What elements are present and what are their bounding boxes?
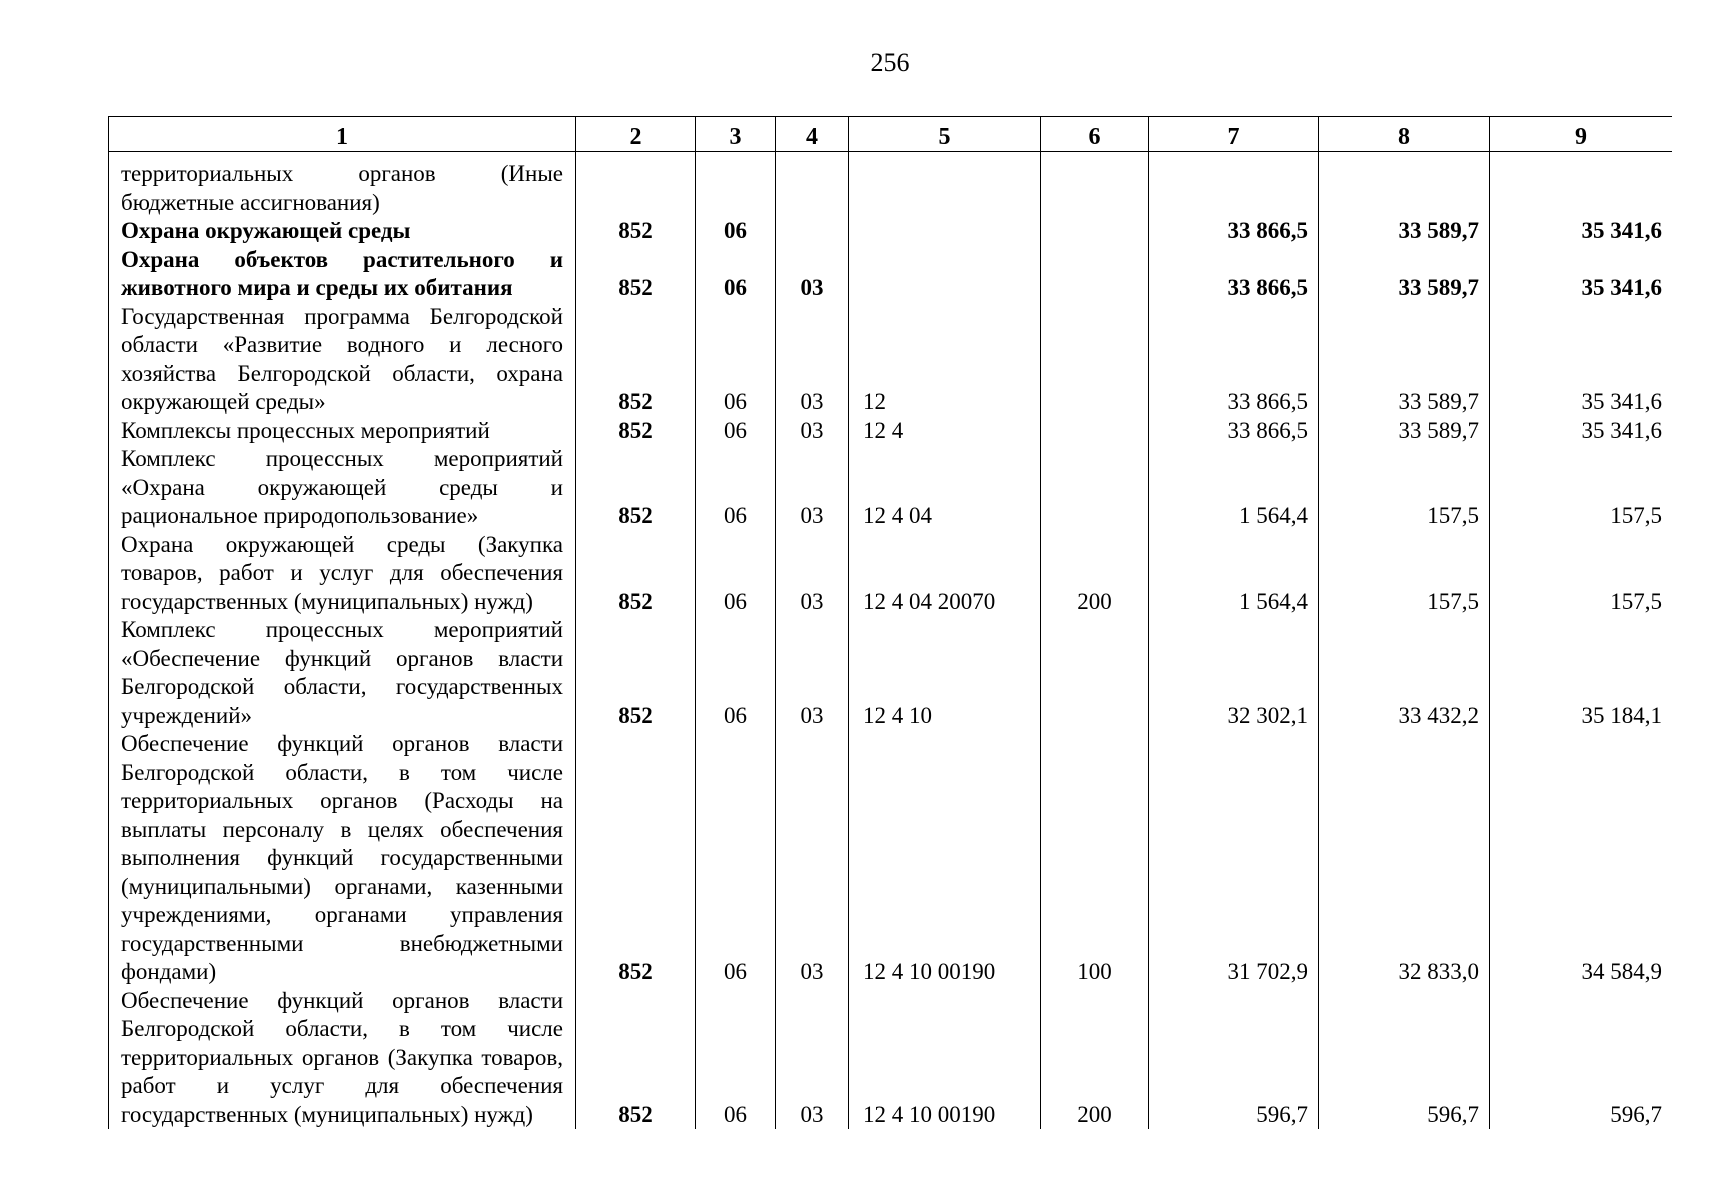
row-section: 06 [696, 616, 776, 730]
table-row [109, 303, 1673, 417]
row-amount-year-3: 157,5 [1490, 531, 1673, 617]
row-admin-code: 852 [576, 417, 696, 446]
row-amount-year-3: 35 184,1 [1490, 616, 1673, 730]
row-section: 06 [696, 730, 776, 987]
row-amount-year-1: 33 866,5 [1149, 217, 1319, 246]
table-row [109, 616, 1673, 730]
row-amount-year-2: 33 432,2 [1319, 616, 1490, 730]
row-target-article [849, 246, 1041, 303]
row-target-article [849, 217, 1041, 246]
row-target-article: 12 4 04 20070 [849, 531, 1041, 617]
row-subsection: 03 [776, 445, 849, 531]
column-header: 4 [776, 117, 849, 152]
row-name: Охрана окружающей среды (Закупка товаров, работ и услуг для обеспечения государственных (муниципальных) нужд) [109, 531, 576, 617]
row-amount-year-2: 33 589,7 [1319, 217, 1490, 246]
budget-table [108, 116, 1672, 1129]
column-header: 9 [1490, 117, 1673, 152]
row-expense-type [1041, 616, 1149, 730]
row-subsection [776, 217, 849, 246]
table-row [109, 730, 1673, 987]
row-amount-year-2: 596,7 [1319, 987, 1490, 1130]
row-expense-type [1041, 417, 1149, 446]
table-row [109, 246, 1673, 303]
table-row [109, 531, 1673, 617]
row-subsection: 03 [776, 417, 849, 446]
row-amount-year-3: 35 341,6 [1490, 217, 1673, 246]
budget-table-sheet [108, 116, 1672, 1146]
row-section: 06 [696, 246, 776, 303]
row-admin-code: 852 [576, 246, 696, 303]
row-amount-year-1: 596,7 [1149, 987, 1319, 1130]
row-target-article: 12 4 [849, 417, 1041, 446]
row-amount-year-1: 33 866,5 [1149, 417, 1319, 446]
column-header: 5 [849, 117, 1041, 152]
row-amount-year-2: 32 833,0 [1319, 730, 1490, 987]
row-amount-year-3: 35 341,6 [1490, 417, 1673, 446]
row-expense-type: 200 [1041, 987, 1149, 1130]
row-name: Обеспечение функций органов власти Белгородской области, в том числе территориальных органов (Закупка товаров, работ и услуг для обеспечения государственных (муниципальных) нужд) [109, 987, 576, 1130]
row-name: территориальных органов (Иные бюджетные ассигнования) [109, 152, 576, 218]
row-name: Комплекс процессных мероприятий «Охрана окружающей среды и рациональное природопользование» [109, 445, 576, 531]
column-header: 1 [109, 117, 576, 152]
row-admin-code [576, 152, 696, 218]
page-number: 256 [870, 48, 910, 77]
row-name: Комплексы процессных мероприятий [109, 417, 576, 446]
row-section [696, 152, 776, 218]
row-amount-year-1: 33 866,5 [1149, 303, 1319, 417]
row-target-article: 12 4 10 00190 [849, 730, 1041, 987]
row-admin-code: 852 [576, 616, 696, 730]
row-expense-type [1041, 152, 1149, 218]
row-target-article: 12 [849, 303, 1041, 417]
row-amount-year-3: 596,7 [1490, 987, 1673, 1130]
row-name: Государственная программа Белгородской области «Развитие водного и лесного хозяйства Белгородской области, охрана окружающей среды» [109, 303, 576, 417]
row-amount-year-2: 157,5 [1319, 531, 1490, 617]
row-subsection: 03 [776, 531, 849, 617]
row-subsection [776, 152, 849, 218]
row-amount-year-2: 33 589,7 [1319, 417, 1490, 446]
row-expense-type: 200 [1041, 531, 1149, 617]
row-target-article: 12 4 10 00190 [849, 987, 1041, 1130]
row-admin-code: 852 [576, 987, 696, 1130]
row-subsection: 03 [776, 246, 849, 303]
row-section: 06 [696, 217, 776, 246]
row-amount-year-2: 33 589,7 [1319, 246, 1490, 303]
table-row [109, 417, 1673, 446]
table-body [109, 152, 1673, 1130]
column-header: 7 [1149, 117, 1319, 152]
column-header: 8 [1319, 117, 1490, 152]
row-admin-code: 852 [576, 217, 696, 246]
table-header [109, 117, 1673, 152]
row-section: 06 [696, 445, 776, 531]
row-target-article: 12 4 04 [849, 445, 1041, 531]
row-section: 06 [696, 987, 776, 1130]
row-name: Охрана объектов растительного и животного мира и среды их обитания [109, 246, 576, 303]
row-admin-code: 852 [576, 730, 696, 987]
row-subsection: 03 [776, 303, 849, 417]
row-amount-year-3: 35 341,6 [1490, 246, 1673, 303]
row-amount-year-2 [1319, 152, 1490, 218]
row-name: Комплекс процессных мероприятий «Обеспечение функций органов власти Белгородской области, государственных учреждений» [109, 616, 576, 730]
row-section: 06 [696, 417, 776, 446]
column-header: 6 [1041, 117, 1149, 152]
row-target-article [849, 152, 1041, 218]
row-expense-type: 100 [1041, 730, 1149, 987]
row-section: 06 [696, 303, 776, 417]
row-amount-year-1: 33 866,5 [1149, 246, 1319, 303]
row-expense-type [1041, 246, 1149, 303]
row-amount-year-1 [1149, 152, 1319, 218]
row-section: 06 [696, 531, 776, 617]
row-subsection: 03 [776, 987, 849, 1130]
row-amount-year-3: 157,5 [1490, 445, 1673, 531]
row-amount-year-1: 1 564,4 [1149, 531, 1319, 617]
table-row [109, 217, 1673, 246]
row-amount-year-3: 35 341,6 [1490, 303, 1673, 417]
table-row [109, 445, 1673, 531]
row-target-article: 12 4 10 [849, 616, 1041, 730]
row-name: Охрана окружающей среды [109, 217, 576, 246]
row-name: Обеспечение функций органов власти Белгородской области, в том числе территориальных органов (Расходы на выплаты персоналу в целях обеспечения выполнения функций государственными (муниципальными) органами, казенными учреждениями, органами управления государственными внебюджетными фондами) [109, 730, 576, 987]
row-subsection: 03 [776, 616, 849, 730]
row-expense-type [1041, 217, 1149, 246]
row-admin-code: 852 [576, 303, 696, 417]
row-amount-year-1: 32 302,1 [1149, 616, 1319, 730]
table-row [109, 152, 1673, 218]
table-row [109, 987, 1673, 1130]
header-row [109, 117, 1673, 152]
row-expense-type [1041, 445, 1149, 531]
row-subsection: 03 [776, 730, 849, 987]
row-amount-year-2: 157,5 [1319, 445, 1490, 531]
column-header: 2 [576, 117, 696, 152]
row-admin-code: 852 [576, 445, 696, 531]
row-amount-year-2: 33 589,7 [1319, 303, 1490, 417]
row-amount-year-1: 31 702,9 [1149, 730, 1319, 987]
row-admin-code: 852 [576, 531, 696, 617]
row-expense-type [1041, 303, 1149, 417]
row-amount-year-1: 1 564,4 [1149, 445, 1319, 531]
row-amount-year-3 [1490, 152, 1673, 218]
column-header: 3 [696, 117, 776, 152]
row-amount-year-3: 34 584,9 [1490, 730, 1673, 987]
